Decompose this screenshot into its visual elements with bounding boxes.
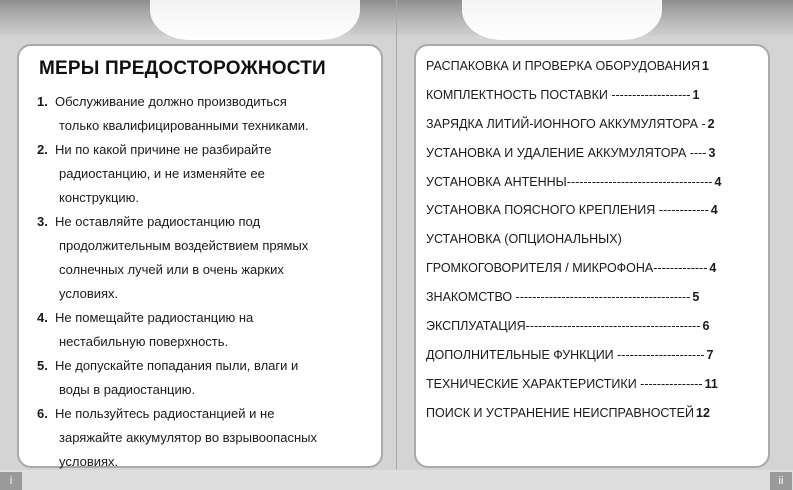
table-of-contents [426, 52, 762, 428]
toc-entry-page: 4 [710, 203, 718, 218]
rule-line: заряжайте аккумулятор во взрывоопасных [59, 430, 317, 445]
toc-entry[interactable] [426, 139, 762, 168]
safety-rules-list [37, 90, 373, 474]
toc-entry[interactable] [426, 168, 762, 197]
toc-entry[interactable] [426, 399, 762, 428]
rule-line: продолжительным воздействием прямых [59, 238, 309, 253]
toc-entry-page: 6 [702, 319, 710, 334]
rule-line: Не оставляйте радиостанцию под [55, 214, 261, 229]
rule-line: солнечных лучей или в очень жарких [59, 262, 284, 277]
toc-entry[interactable] [426, 52, 762, 81]
rule-line: только квалифицированными техниками. [59, 118, 309, 133]
header-tab-left [150, 0, 360, 40]
rule-text [55, 306, 253, 354]
toc-entry-page: 4 [714, 174, 722, 189]
rule-line: конструкцию. [59, 190, 140, 205]
rule-text [55, 90, 309, 138]
toc-entry-label: КОМПЛЕКТНОСТЬ ПОСТАВКИ ------------------- [426, 87, 691, 102]
toc-entry[interactable] [426, 341, 762, 370]
toc-entry-label: РАСПАКОВКА И ПРОВЕРКА ОБОРУДОВАНИЯ [426, 59, 700, 73]
safety-panel [17, 44, 383, 468]
rule-line: Ни по какой причине не разбирайте [55, 142, 272, 157]
toc-entry-label: УСТАНОВКА ПОЯСНОГО КРЕПЛЕНИЯ ------------ [426, 203, 709, 218]
rule-line: нестабильную поверхность. [59, 334, 229, 349]
toc-entry-page: 12 [696, 405, 710, 420]
toc-entry-label: ЗАРЯДКА ЛИТИЙ-ИОННОГО АККУМУЛЯТОРА - [426, 116, 706, 131]
toc-entry[interactable] [426, 254, 762, 283]
toc-entry-label: ГРОМКОГОВОРИТЕЛЯ / МИКРОФОНА------------- [426, 261, 708, 276]
toc-entry-page: 1 [701, 59, 709, 73]
toc-entry[interactable] [426, 283, 762, 312]
toc-entry-label: ЭКСПЛУАТАЦИЯ------------------------------------------ [426, 319, 701, 334]
rule-number: 2. [37, 142, 48, 157]
toc-entry-page: 2 [707, 116, 715, 131]
toc-entry-label: УСТАНОВКА И УДАЛЕНИЕ АККУМУЛЯТОРА ---- [426, 145, 707, 160]
rule-line: воды в радиостанцию. [59, 382, 196, 397]
rule-line: Не пользуйтесь радиостанцией и не [55, 406, 275, 421]
rule-line: Не помещайте радиостанцию на [55, 310, 254, 325]
toc-entry-label: ЗНАКОМСТВО ------------------------------------------ [426, 290, 691, 305]
header-tab-right [462, 0, 662, 40]
toc-entry-label: ДОПОЛНИТЕЛЬНЫЕ ФУНКЦИИ --------------------- [426, 347, 705, 362]
toc-entry[interactable] [426, 370, 762, 399]
rule-line: условиях. [59, 454, 119, 469]
toc-entry-page: 3 [708, 145, 716, 160]
toc-entry-page: 5 [692, 290, 700, 305]
toc-entry-label: ПОИСК И УСТРАНЕНИЕ НЕИСПРАВНОСТЕЙ [426, 405, 694, 420]
rule-line: Обслуживание должно производиться [55, 94, 287, 109]
toc-panel [414, 44, 770, 468]
safety-rule [37, 402, 373, 474]
rule-text [55, 138, 272, 210]
toc-entry[interactable] [426, 110, 762, 139]
page-number-left: i [0, 472, 22, 490]
toc-entry-label: ТЕХНИЧЕСКИЕ ХАРАКТЕРИСТИКИ --------------- [426, 376, 703, 391]
safety-rule [37, 210, 373, 306]
toc-entry-label: УСТАНОВКА АНТЕННЫ----------------------------------- [426, 174, 713, 189]
safety-rule [37, 354, 373, 402]
toc-entry-page: 11 [704, 376, 718, 391]
toc-entry[interactable] [426, 81, 762, 110]
rule-line: условиях. [59, 286, 119, 301]
page-title: МЕРЫ ПРЕДОСТОРОЖНОСТИ [39, 58, 326, 79]
toc-entry[interactable] [426, 225, 762, 254]
toc-entry-label: УСТАНОВКА (ОПЦИОНАЛЬНЫХ) [426, 232, 622, 247]
toc-entry-page: 4 [709, 261, 717, 276]
rule-text [55, 354, 298, 402]
rule-number: 3. [37, 214, 48, 229]
page-gutter [396, 0, 397, 490]
toc-entry-page: 7 [706, 347, 714, 362]
rule-line: радиостанцию, и не изменяйте ее [59, 166, 265, 181]
rule-number: 6. [37, 406, 48, 421]
safety-rule [37, 138, 373, 210]
toc-entry[interactable] [426, 312, 762, 341]
page-number-right: ii [770, 472, 792, 490]
toc-entry-page: 1 [692, 87, 700, 102]
safety-rule [37, 90, 373, 138]
rule-line: Не допускайте попадания пыли, влаги и [55, 358, 299, 373]
rule-text [55, 402, 317, 474]
rule-number: 1. [37, 94, 48, 109]
toc-entry[interactable] [426, 196, 762, 225]
rule-number: 5. [37, 358, 48, 373]
rule-text [55, 210, 308, 306]
rule-number: 4. [37, 310, 48, 325]
safety-rule [37, 306, 373, 354]
